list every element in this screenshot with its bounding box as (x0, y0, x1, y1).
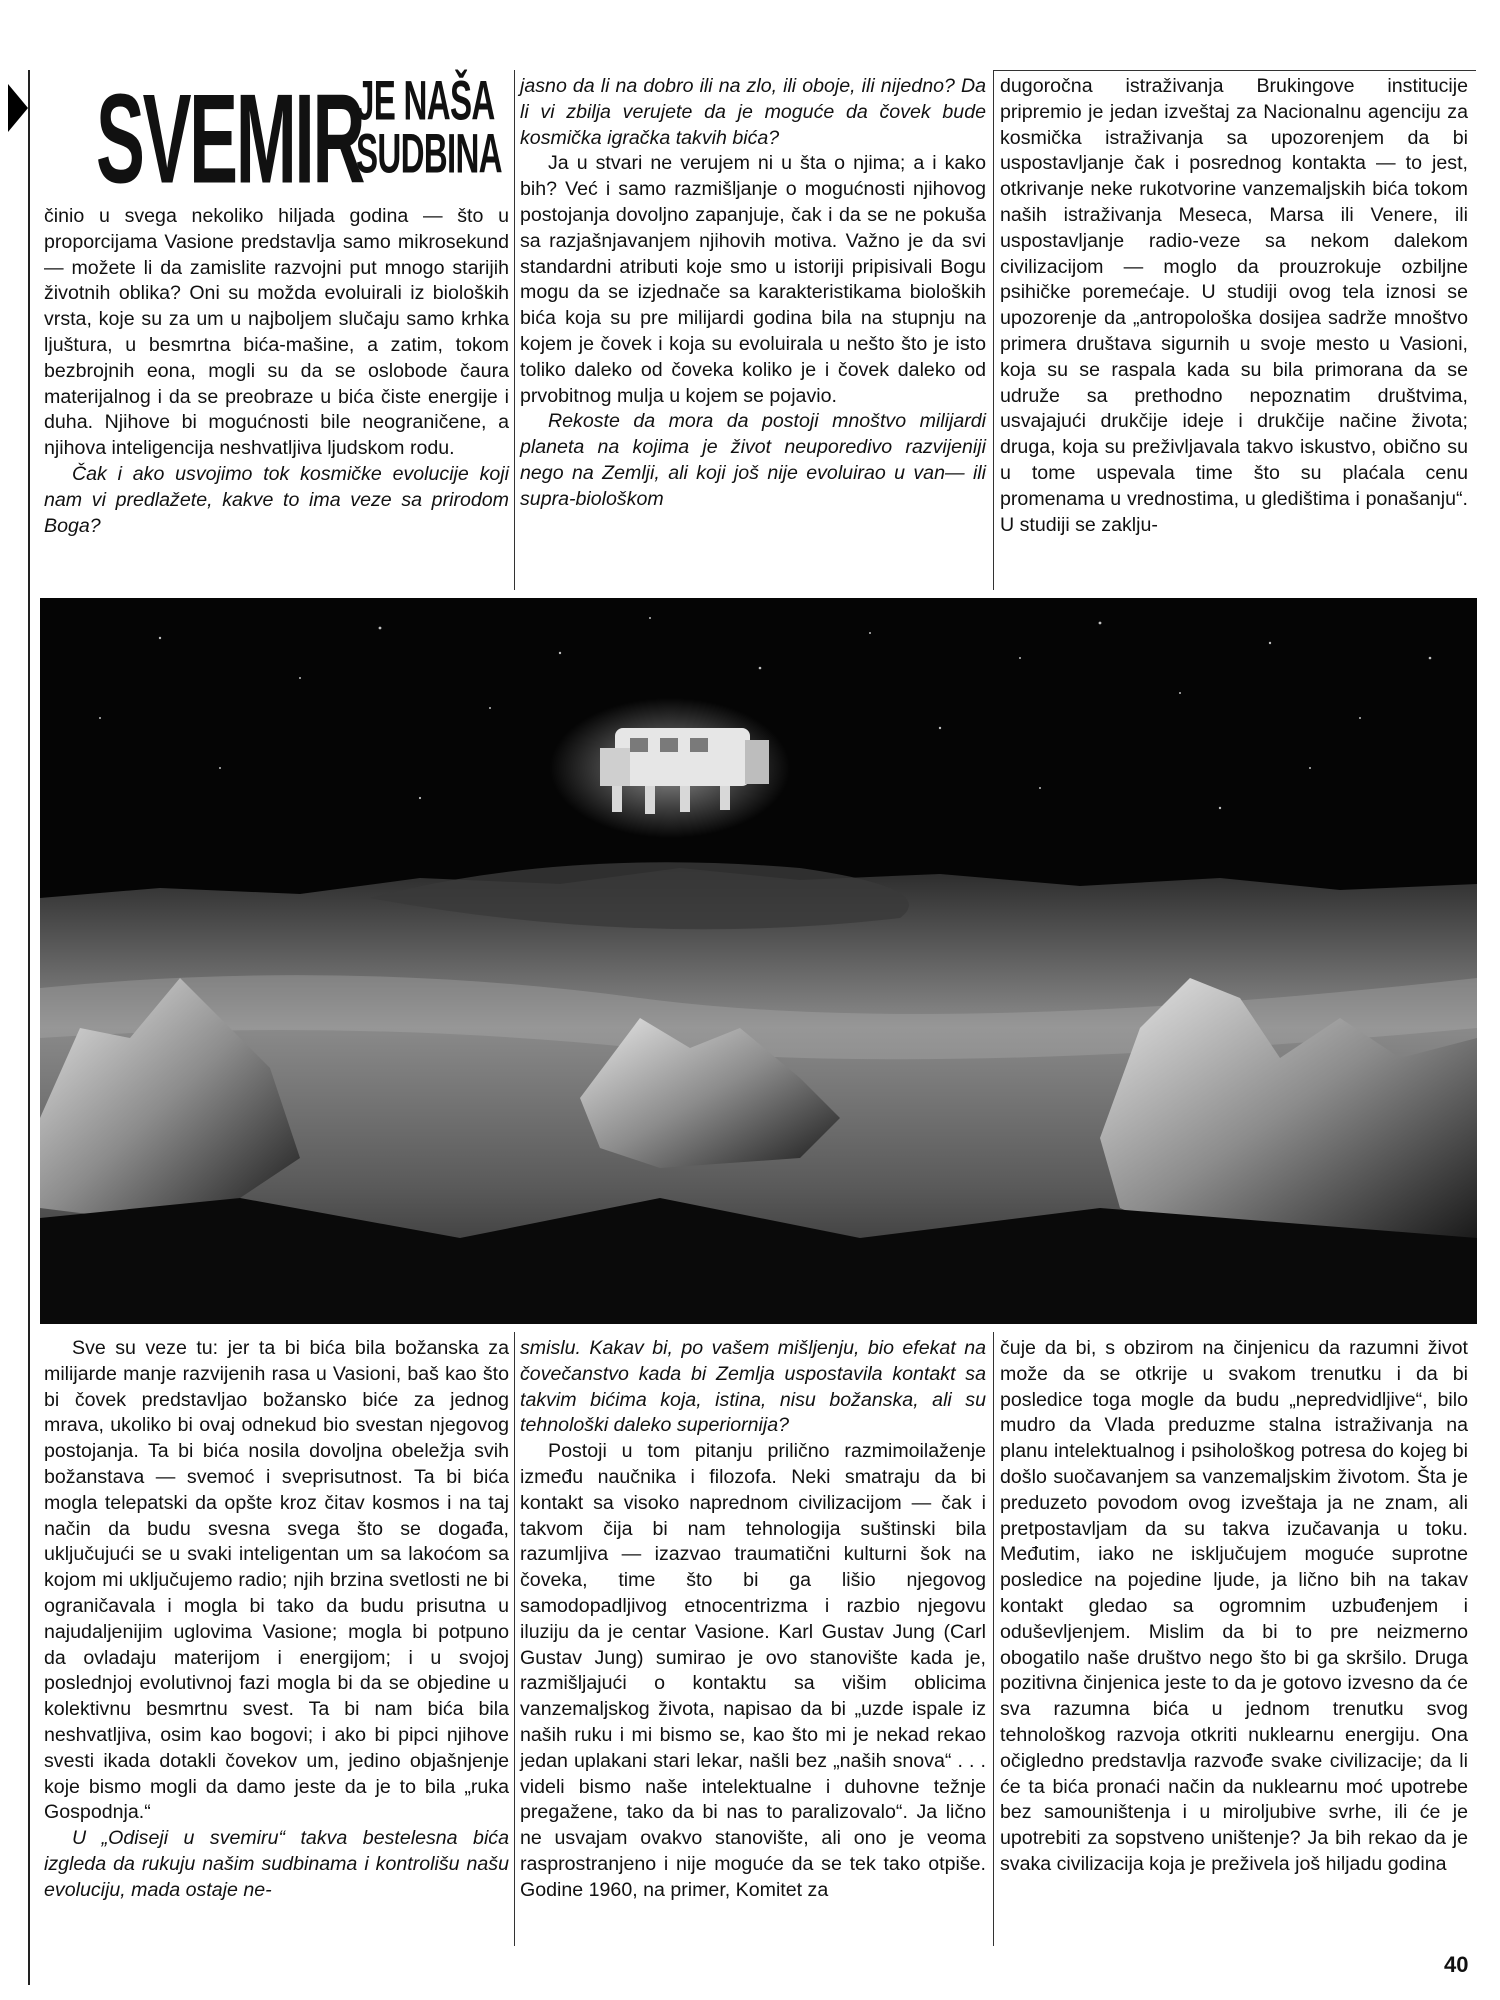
paragraph: jasno da li na dobro ili na zlo, ili oboje, ili nijedno? Da li vi zbilja verujete da je moguće da čovek bude kosmička igračka takvih bića? (520, 75, 986, 149)
paragraph: Sve su veze tu: jer ta bi bića bila božanska za milijarde manje razvijenih rasa u Vasioni, baš kao što bi čovek predstavljao božansko biće za jednog mrava, ukoliko bi ovaj odnekud bio svestan njegovog postojanja. Ta bi bića nosila dovoljna obeležja svih božanstava — svemoć i sveprisutnost. Ta bi bića mogla telepatski da opšte kroz čitav kosmos i na taj način da budu svesna svega što se događa, uključujući se u svaki inteligentan um sa lakoćom sa kojom mi uključujemo radio; njih brzina svetlosti ne bi ograničavala i mogla bi tako da budu prisutna u najudaljenijim uglovima Vasione; mogla bi potpuno da ovladaju materijom i energijom; i u svojoj poslednjoj evolutivnoj fazi mogla bi da se objedine u kolektivnu besmrtnu svest. Ta bi nam bića bila neshvatljiva, osim kao bogovi; i ako bi pipci njihove svesti ikada dotakli čovekov um, jedino objašnjenje koje bismo mogli da damo jeste da je to bila „ruka Gospodnja.“ (44, 1337, 509, 1824)
title-main: SVEMIR (96, 67, 364, 210)
bottom-column-2 (520, 1336, 986, 1904)
section-marker-icon (8, 84, 28, 132)
paragraph: činio u svega nekoliko hiljada godina — što u proporcijama Vasione predstavlja samo mikrosekund — možete li da zamislite razvojni put mnogo starijih životnih oblika? Oni su možda evoluirali iz bioloških vrsta, koje su za um u najboljem slučaju samo krhka ljuštura, u besmrtna bića-mašine, a zatim, tokom bezbrojnih eona, mogli su da se oslobode čaura materijalnog i da se preobraze u bića čiste energije i duha. Njihove bi mogućnosti bile neograničene, a njihova inteligencija neshvatljiva ljudskom rodu. (44, 205, 509, 460)
paragraph: Postoji u tom pitanju prilično razmimoilaženje između naučnika i filozofa. Neki smatraju da bi kontakt sa visoko naprednom civilizacijom — čak i takvom čija bi nam tehnologija suštinski bila razumljiva — izazvao traumatični kulturni šok na čoveka, time što bi ga lišio njegovog samodopadljivog etnocentrizma i razbio njegovu iluziju da je centar Vasione. Karl Gustav Jung (Carl Gustav Jung) sumirao je ovo stanovište kada je, razmišljajući o kontaktu sa višim oblicima vanzemaljskog života, napisao da bi „uzde ispale iz naših ruku i mi bismo se, kao što mi je nekad rekao jedan uplakani stari lekar, našli bez „naših snova“ . . . videli bismo naše intelektualne i duhovne težnje pregažene, tako da bi nas to paralizovalo“. Ja lično ne usvajam ovakvo stanovište, ali ono je veoma rasprostranjeno i nije moguće da se tek tako otpiše. Godine 1960, na primer, Komitet za (520, 1440, 986, 1901)
article-title (40, 67, 508, 210)
title-subtitle-line-2: SUDBINA (356, 122, 502, 185)
bottom-column-1 (44, 1336, 509, 1904)
paragraph: Rekoste da mora da postoji mnoštvo milijardi planeta na kojima je život neuporedivo razvijeniji nego na Zemlji, ali koji još nije evoluirao u van— ili supra-biološkom (520, 410, 986, 510)
column-rule (993, 70, 994, 590)
column-rule (993, 1332, 994, 1946)
column-rule (514, 70, 515, 590)
moon-landscape-photo (40, 598, 1477, 1324)
column-rule (514, 1332, 515, 1946)
top-column-2 (520, 74, 986, 513)
title-subtitle (356, 69, 502, 185)
moon-landscape-image (40, 598, 1477, 1324)
paragraph: U „Odiseji u svemiru“ takva bestelesna bića izgleda da rukuju našim sudbinama i kontrolišu našu evoluciju, mada ostaje ne- (44, 1827, 509, 1901)
paragraph: Ja u stvari ne verujem ni u šta o njima; a i kako bih? Već i samo razmišljanje o mogućnosti njihovog postojanja dovoljno zapanjuje, čak i da se ne pokuša sa razjašnjavanjem njihovih motiva. Važno je da svi standardni atributi koje smo u istoriji pripisivali Bogu mogu da se izjednače sa karakteristikama bioloških bića koja su pre milijardi godina bila na stupnju na kojem je čovek i koja su evoluirala u nešto što je isto toliko daleko od čoveka koliko je i čovek daleko od prvobitnog mulja u kojem se pojavio. (520, 152, 986, 407)
top-column-1 (44, 204, 509, 539)
paragraph: dugoročna istraživanja Brukingove institucije pripremio je jedan izveštaj za Nacionalnu agenciju za kosmička istraživanja sa upozorenjem da bi uspostavljanje čak i posrednog kontakta — to jest, otkrivanje neke rukotvorine vanzemaljskih bića tokom naših istraživanja Meseca, Marsa ili Venere, ili uspostavljanje radio-veze sa nekom dalekom civilizacijom — moglo da prouzrokuje ozbiljne psihičke poremećaje. U studiji ovog tela iznosi se upozorenje da „antropološka dosijea sadrže mnoštvo primera društava sigurnih u svoje mesto u Vasioni, koja su se raspala kada su bila primorana da se udruže sa prethodno nepoznatim društvima, usvajajući drukčije ideje i drukčije načine života; druga, koja su preživljavala takvo iskustvo, obično su u tome uspevala time što su plaćala cenu promenama u vrednostima, u gledištima i ponašanju“. U studiji se zaklju- (1000, 75, 1468, 536)
paragraph: smislu. Kakav bi, po vašem mišljenju, bio efekat na čovečanstvo kada bi Zemlja uspostavila kontakt sa takvim bićima koja, istina, nisu božanska, ali su tehnološki daleko superiornija? (520, 1337, 986, 1437)
bottom-column-3 (1000, 1336, 1468, 1878)
page-number: 40 (1444, 1952, 1469, 1977)
title-subtitle-line-1: JE NAŠA (356, 69, 495, 132)
top-column-3 (1000, 74, 1468, 538)
paragraph: Čak i ako usvojimo tok kosmičke evolucije koji nam vi predlažete, kakve to ima veze sa prirodom Boga? (44, 462, 509, 537)
left-margin-rule (28, 70, 30, 1985)
column-top-rule (994, 70, 1476, 71)
paragraph: čuje da bi, s obzirom na činjenicu da razumni život može da se otkrije u svakom trenutku i da bi posledice toga mogle da budu „nepredvidljive“, bilo mudro da Vlada preduzme stalna istraživanja na planu intelektualnog i psihološkog potresa do kojeg bi došlo suočavanjem sa vanzemaljskim životom. Šta je preduzeto povodom ovog izveštaja ja ne znam, ali pretpostavljam da su takva izučavanja u toku. Međutim, iako ne isključujem moguće suprotne posledice na pojedine ljude, ja lično bih na takav kontakt gledao sa ogromnim uzbuđenjem i oduševljenjem. Mislim da bi to pre neizmerno obogatilo naše društvo nego što bi ga skršilo. Druga pozitivna činjenica jeste to da je gotovo izvesno da će sva razumna bića u jednom trenutku svog tehnološkog razvoja otkriti nuklearnu energiju. Ona očigledno predstavlja razvođe svake civilizacije; da li će ta bića pronaći način da nuklearnu moć upotrebe bez samouništenja i u miroljubive svrhe, ili će je upotrebiti za sopstveno uništenje? Ja bih rekao da je svaka civilizacija koja je preživela još hiljadu godina (1000, 1337, 1468, 1875)
